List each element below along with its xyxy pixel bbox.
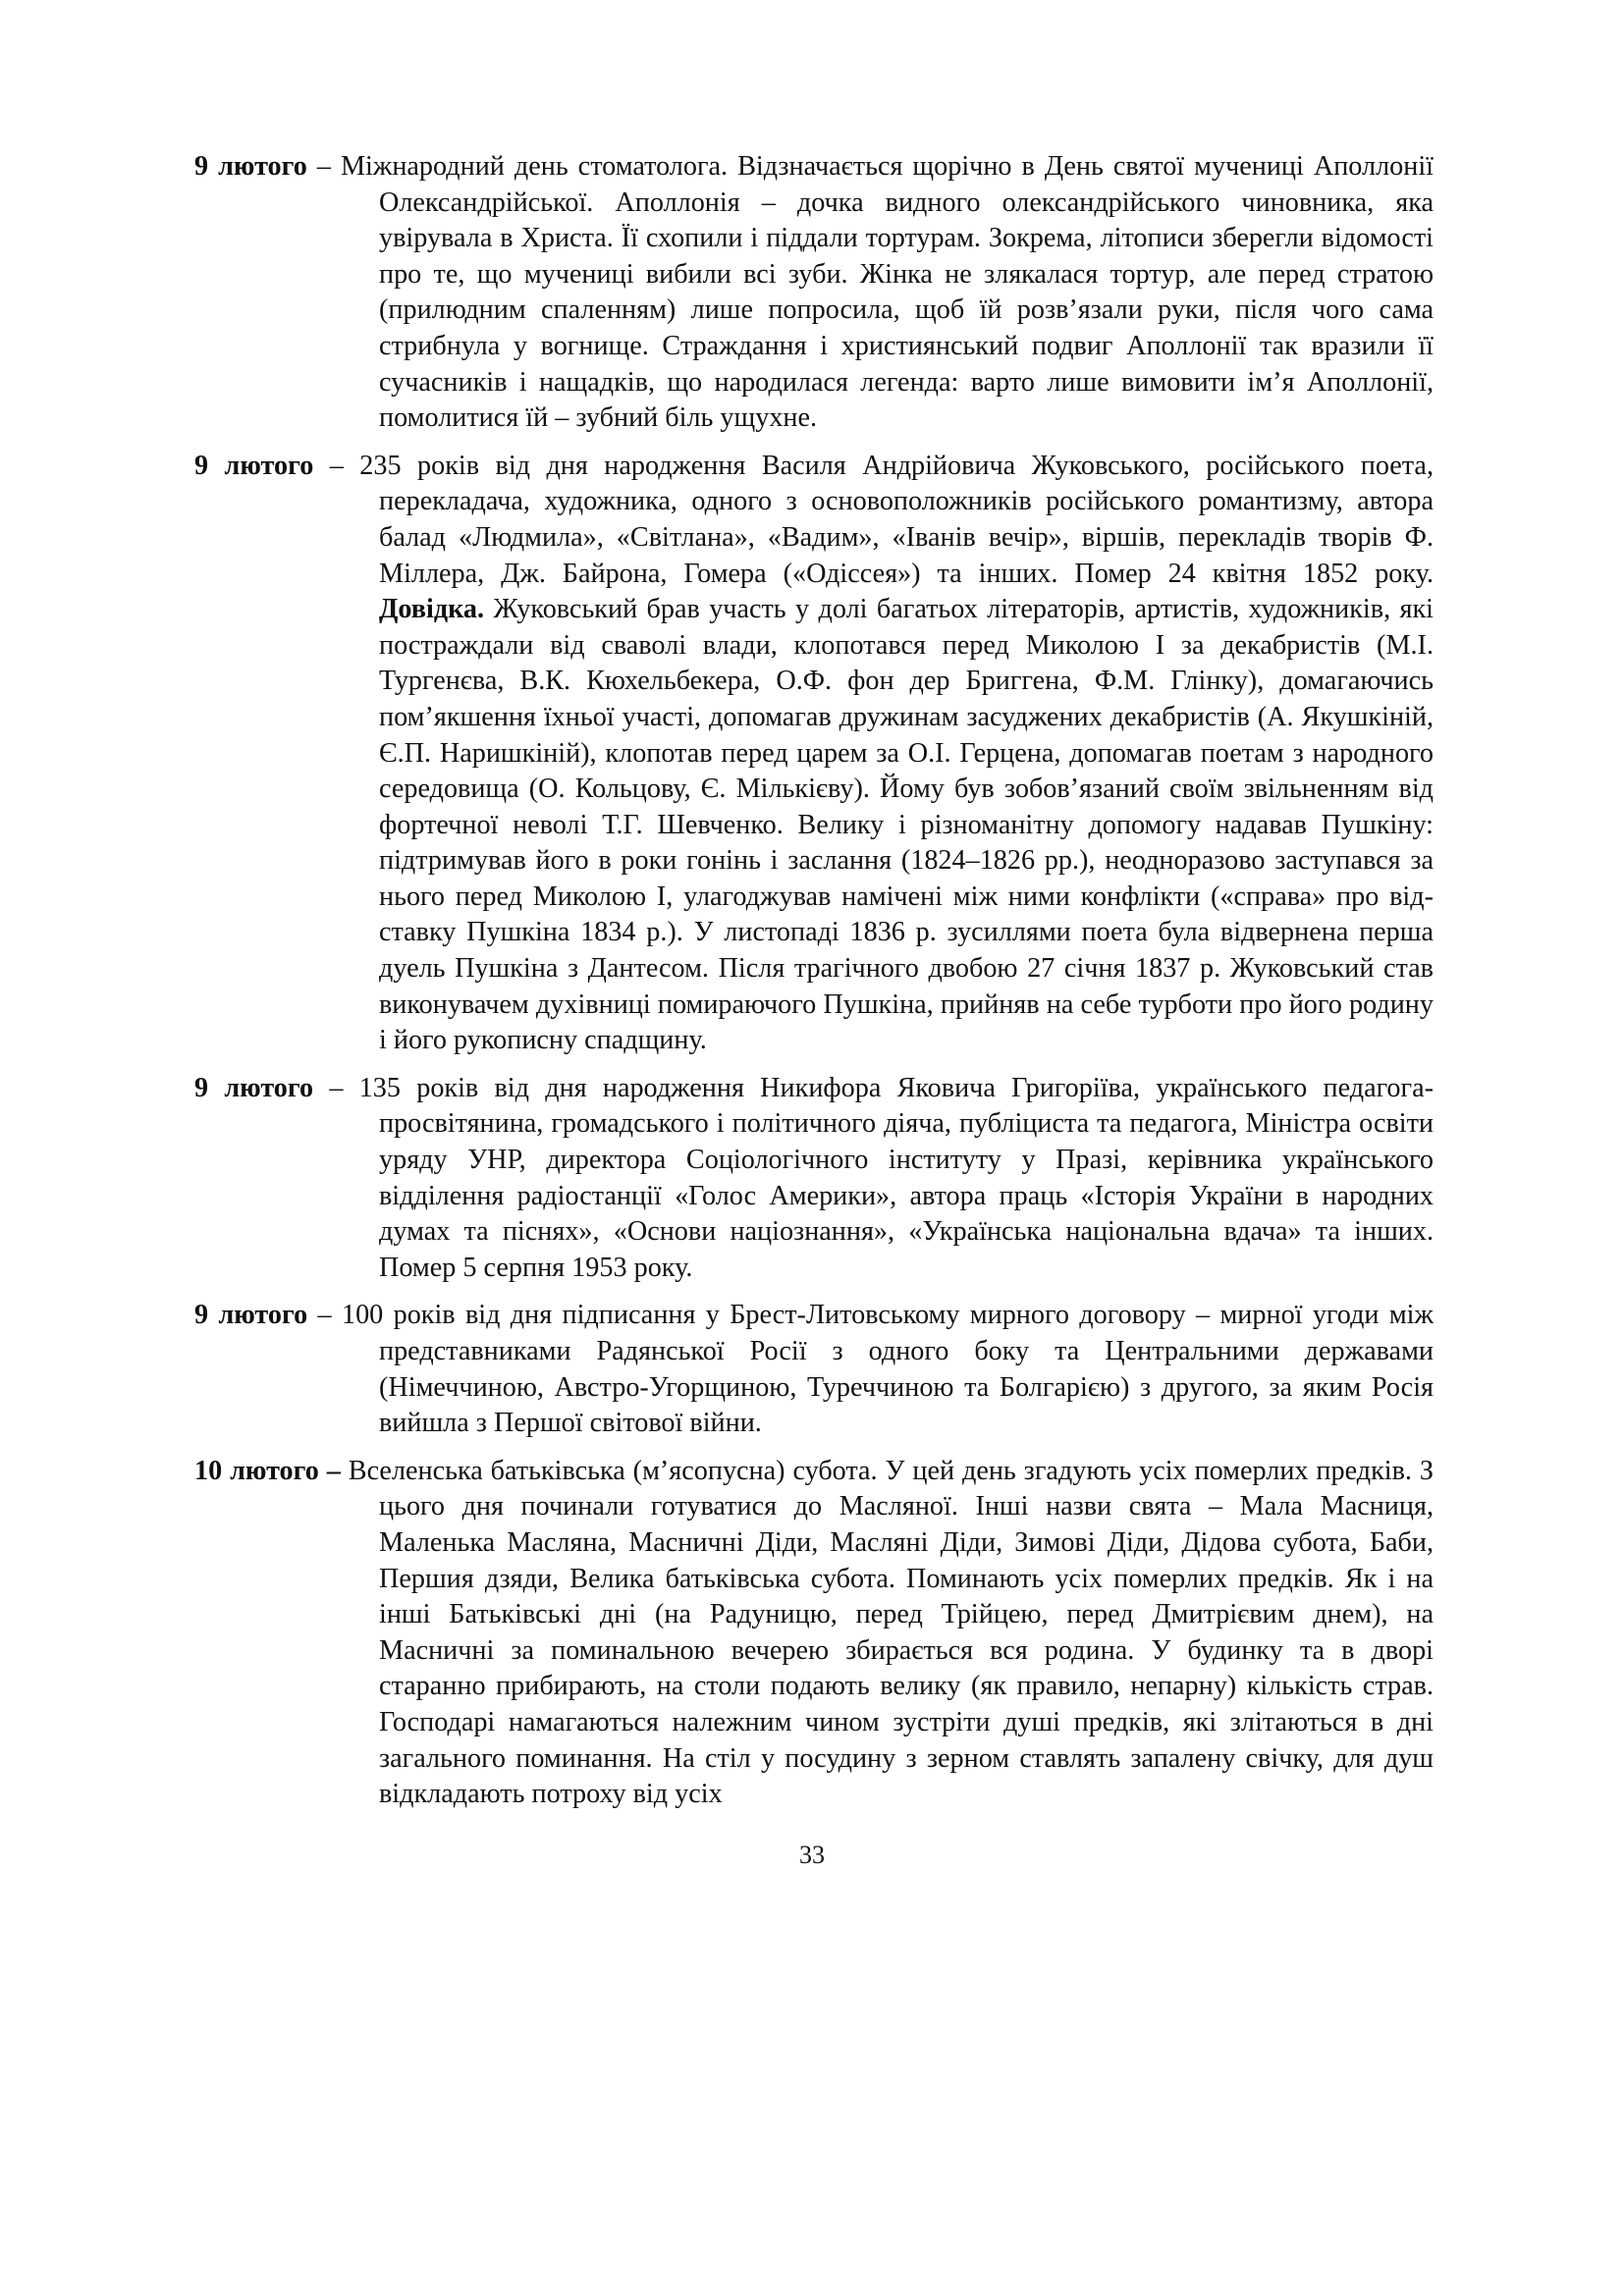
entry-date: 9 лютого xyxy=(194,1072,314,1103)
page-number: 33 xyxy=(799,1841,825,1869)
entry-text: – 135 років від дня народження Никифора Яковича Григоріїва, українського педагога-просвітянина, громадського і політичного діяча, публіциста та педагога, Міністра освіти уряду УНР, директора Соціологічного інституту у Празі, керівника українського відділення радіостанції «Голос Америки», автора праць «Історія України в народних думах та піснях», «Основи націознання», «Українська національна вдача» та інших. Помер 5 серпня 1953 року. xyxy=(313,1072,1434,1283)
entry-hryhoriiv xyxy=(194,1071,1434,1287)
calendar-entries xyxy=(194,149,1434,1813)
entry-date-dash: – xyxy=(318,1455,341,1486)
entry-text-continued: Жуковський брав участь у долі багатьох літераторів, артистів, художників, які постраждали від сваволі влади, клопотався перед Миколою І за декабристів (М.І. Тургенєва, В.К. Кюхельбекера, О.Ф. фон дер Бриггена, Ф.М. Глінку), домагаючись пом’якшення їхньої участі, допомагав дружинам засуджених декабристів (А. Якушкіній, Є.П. Наришкіній), клопотав перед царем за О.І. Герцена, допомагав поетам з народного середовища (О. Кольцову, Є. Мількієву). Йому був зобов’язаний своїм звільненням від фортечної неволі Т.Г. Шевченко. Велику і різноманітну допомогу надавав Пушкіну: підтримував його в роки гонінь і заслання (1824–1826 рр.), неодноразово заступався за нього перед Миколою І, улагоджував намічені між ними конфлікти («справа» про відставку Пушкіна 1834 р.). У листопаді 1836 р. зусиллями поета була відвернена перша дуель Пушкіна з Дантесом. Після трагічного двобою 27 січня 1837 р. Жуковський став виконувачем духівниці помираючого Пушкіна, прийняв на себе турботи про його родину і його рукописну спадщину. xyxy=(379,594,1434,1056)
entry-date: 10 лютого xyxy=(194,1455,319,1486)
entry-date: 9 лютого xyxy=(194,1300,308,1331)
entry-zhukovsky xyxy=(194,449,1434,1059)
entry-text: – 100 років від дня підписання у Брест-Литовському мирного договору – мирної угоди між представниками Радянської Росії з одного боку та Центральними державами (Німеччиною, Австро-Угорщиною, Туреччиною та Болгарією) з другого, за яким Росія вийшла з Першої світової війни. xyxy=(307,1300,1434,1439)
reference-label: Довідка. xyxy=(379,594,485,625)
entry-text: – Міжнародний день стоматолога. Відзначається щорічно в День святої мучениці Аполлонії Олександрійської. Аполлонія – дочка видного олександрійського чиновника, яка увірувала в Христа. Її схопили і піддали тортурам. Зокрема, літописи зберегли відомості про те, що мучениці вибили всі зуби. Жінка не злякалася тортур, але перед стратою (прилюдним спаленням) лише попросила, щоб їй розв’язали руки, після чого сама стрибнула у вогнище. Страждання і християнський подвиг Аполлонії так вразили її сучасників і нащадків, що народилася легенда: варто лише вимовити ім’я Аполлонії, помолитися їй – зубний біль ущухне. xyxy=(306,151,1434,434)
entry-parents-saturday xyxy=(194,1454,1434,1813)
entry-date: 9 лютого xyxy=(194,450,314,481)
entry-text: – 235 років від дня народження Василя Андрійовича Жуковського, російського поета, перекладача, художника, одного з основоположників російського романтизму, автора балад «Людмила», «Світлана», «Вадим», «Іванів вечір», віршів, перекладів творів Ф. Міллера, Дж. Байрона, Гомера («Одіссея») та інших. Помер 24 квітня 1852 року. xyxy=(313,450,1434,589)
entry-date: 9 лютого xyxy=(194,151,307,182)
entry-brest-treaty xyxy=(194,1298,1434,1441)
entry-text: Вселенська батьківська (м’ясопусна) субота. У цей день згадують усіх померлих предків. З цього дня починали готуватися до Масляної. Інші назви свята – Мала Масниця, Маленька Масляна, Масничні Діди, Масляні Діди, Зимові Діди, Дідова субота, Баби, Першия дзяди, Велика батьківська субота. Поминають усіх померлих предків. Як і на інші Батьківські дні (на Радуницю, перед Трійцею, перед Дмитрієвим днем), на Масничні за поминальною вечерею збирається вся родина. У будинку та в дворі старанно прибирають, на столи подають велику (як правило, непарну) кількість страв. Господарі намагаються належним чином зустріти душі предків, які злітаються в дні загального поминання. На стіл у посудину з зерном ставлять запалену свічку, для душ відкладають потроху від усіх xyxy=(340,1455,1434,1810)
entry-dentist-day xyxy=(194,149,1434,437)
